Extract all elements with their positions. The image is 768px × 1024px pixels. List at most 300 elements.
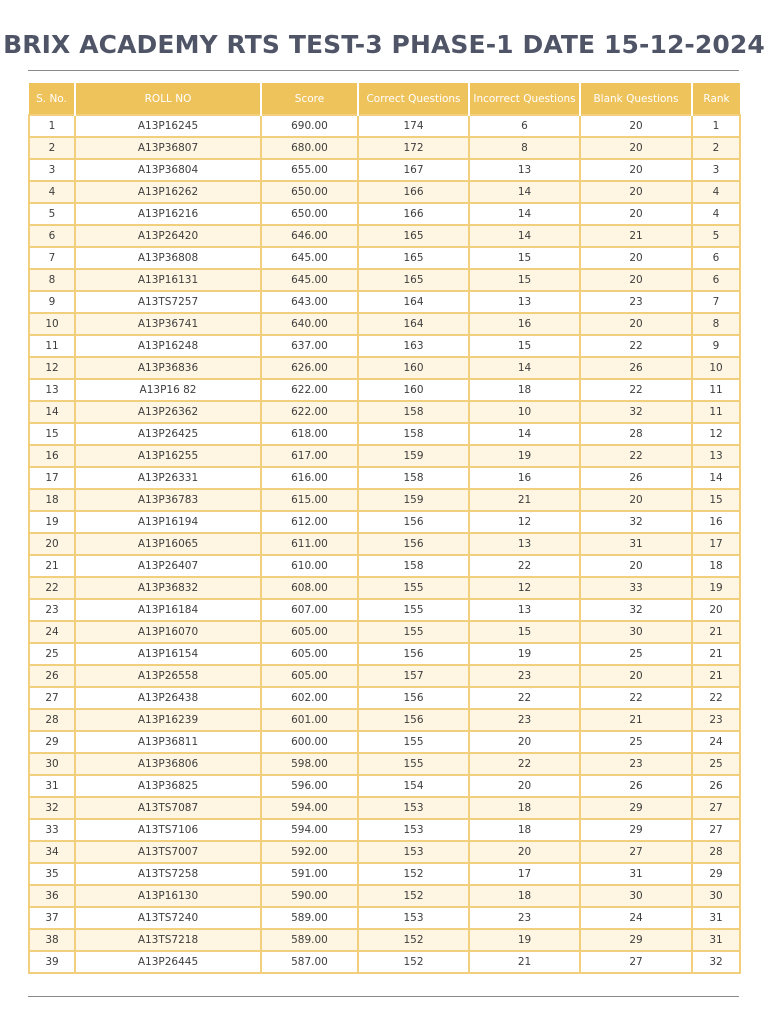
table-row xyxy=(29,467,740,489)
col-rank-cell: 5 xyxy=(692,225,740,247)
col-sno-cell: 3 xyxy=(29,159,75,181)
col-score-cell: 594.00 xyxy=(261,797,358,819)
col-rank-cell: 11 xyxy=(692,379,740,401)
table-row xyxy=(29,687,740,709)
table-row xyxy=(29,621,740,643)
col-incorrect-cell: 16 xyxy=(469,313,580,335)
table-row xyxy=(29,291,740,313)
col-blank-cell: 20 xyxy=(580,159,692,181)
col-sno-cell: 7 xyxy=(29,247,75,269)
col-blank-cell: 20 xyxy=(580,269,692,291)
col-blank-cell: 29 xyxy=(580,797,692,819)
col-rank-cell: 11 xyxy=(692,401,740,423)
table-row xyxy=(29,885,740,907)
col-rank-cell: 16 xyxy=(692,511,740,533)
col-roll-no-cell: A13TS7218 xyxy=(75,929,261,951)
col-incorrect-cell: 19 xyxy=(469,643,580,665)
col-rank-cell: 19 xyxy=(692,577,740,599)
col-rank-cell: 21 xyxy=(692,621,740,643)
col-blank-cell: 22 xyxy=(580,687,692,709)
col-incorrect-cell: 18 xyxy=(469,819,580,841)
col-roll-no-cell: A13P16184 xyxy=(75,599,261,621)
col-incorrect-cell: 12 xyxy=(469,511,580,533)
table-row xyxy=(29,533,740,555)
col-incorrect-cell: 8 xyxy=(469,137,580,159)
col-roll-no-cell: A13P36741 xyxy=(75,313,261,335)
col-rank-cell: 15 xyxy=(692,489,740,511)
col-correct-cell: 155 xyxy=(358,753,469,775)
col-score-cell: 592.00 xyxy=(261,841,358,863)
col-roll-no-cell: A13P26438 xyxy=(75,687,261,709)
col-correct-cell: 156 xyxy=(358,687,469,709)
col-incorrect-cell: 19 xyxy=(469,445,580,467)
col-incorrect-cell: 13 xyxy=(469,291,580,313)
col-incorrect-cell: 22 xyxy=(469,555,580,577)
col-roll-no-cell: A13P16248 xyxy=(75,335,261,357)
col-roll-no-cell: A13P26558 xyxy=(75,665,261,687)
col-score-cell: 690.00 xyxy=(261,115,358,137)
table-row xyxy=(29,511,740,533)
col-incorrect-cell: 23 xyxy=(469,709,580,731)
col-correct-cell: 165 xyxy=(358,269,469,291)
col-sno-cell: 38 xyxy=(29,929,75,951)
col-score-cell: 616.00 xyxy=(261,467,358,489)
col-rank-cell: 10 xyxy=(692,357,740,379)
results-table xyxy=(28,83,741,974)
table-row xyxy=(29,599,740,621)
col-incorrect-cell: 14 xyxy=(469,357,580,379)
title-divider xyxy=(28,70,739,71)
col-roll-no-cell: A13P16131 xyxy=(75,269,261,291)
col-correct-cell: 163 xyxy=(358,335,469,357)
table-row xyxy=(29,115,740,137)
col-correct-cell: 155 xyxy=(358,621,469,643)
table-row xyxy=(29,775,740,797)
col-roll-no-cell: A13P36808 xyxy=(75,247,261,269)
col-score-cell: 601.00 xyxy=(261,709,358,731)
col-score-cell: 646.00 xyxy=(261,225,358,247)
col-incorrect-cell: 22 xyxy=(469,753,580,775)
col-sno-cell: 35 xyxy=(29,863,75,885)
col-rank-cell: 13 xyxy=(692,445,740,467)
col-score-cell: 590.00 xyxy=(261,885,358,907)
col-rank-cell: 21 xyxy=(692,643,740,665)
col-score-cell: 617.00 xyxy=(261,445,358,467)
col-blank-cell: 20 xyxy=(580,203,692,225)
col-score-cell: 622.00 xyxy=(261,401,358,423)
col-blank-cell: 23 xyxy=(580,753,692,775)
col-incorrect-cell: 23 xyxy=(469,907,580,929)
col-score-cell: 610.00 xyxy=(261,555,358,577)
col-score-cell: 596.00 xyxy=(261,775,358,797)
col-blank-cell: 20 xyxy=(580,247,692,269)
table-row xyxy=(29,643,740,665)
col-roll-no-cell: A13P16262 xyxy=(75,181,261,203)
col-blank-cell: 26 xyxy=(580,467,692,489)
col-rank-cell: 12 xyxy=(692,423,740,445)
col-correct-cell: 159 xyxy=(358,489,469,511)
col-score-cell: 605.00 xyxy=(261,643,358,665)
col-score-cell: 612.00 xyxy=(261,511,358,533)
col-score-cell: 643.00 xyxy=(261,291,358,313)
col-correct-cell: 155 xyxy=(358,731,469,753)
col-roll-no-cell: A13TS7258 xyxy=(75,863,261,885)
col-score-cell: 650.00 xyxy=(261,203,358,225)
col-sno-cell: 17 xyxy=(29,467,75,489)
col-sno-cell: 21 xyxy=(29,555,75,577)
col-roll-no-cell: A13TS7106 xyxy=(75,819,261,841)
col-correct-cell: 174 xyxy=(358,115,469,137)
col-score-header: Score xyxy=(261,83,358,115)
col-incorrect-cell: 16 xyxy=(469,467,580,489)
col-roll-no-cell: A13P16 82 xyxy=(75,379,261,401)
col-roll-no-cell: A13P16154 xyxy=(75,643,261,665)
col-roll-no-cell: A13P36804 xyxy=(75,159,261,181)
table-row xyxy=(29,555,740,577)
col-score-cell: 618.00 xyxy=(261,423,358,445)
col-roll-no-cell: A13P36811 xyxy=(75,731,261,753)
col-roll-no-header: ROLL NO xyxy=(75,83,261,115)
col-incorrect-cell: 21 xyxy=(469,489,580,511)
col-sno-cell: 29 xyxy=(29,731,75,753)
col-rank-cell: 21 xyxy=(692,665,740,687)
col-incorrect-cell: 15 xyxy=(469,247,580,269)
col-sno-cell: 22 xyxy=(29,577,75,599)
col-blank-cell: 22 xyxy=(580,445,692,467)
col-sno-cell: 4 xyxy=(29,181,75,203)
col-blank-cell: 20 xyxy=(580,313,692,335)
col-incorrect-cell: 20 xyxy=(469,841,580,863)
col-rank-cell: 4 xyxy=(692,203,740,225)
col-rank-cell: 27 xyxy=(692,819,740,841)
col-incorrect-cell: 17 xyxy=(469,863,580,885)
col-blank-cell: 27 xyxy=(580,841,692,863)
col-roll-no-cell: A13P36806 xyxy=(75,753,261,775)
col-roll-no-cell: A13P16239 xyxy=(75,709,261,731)
col-sno-cell: 15 xyxy=(29,423,75,445)
table-row xyxy=(29,203,740,225)
col-rank-cell: 28 xyxy=(692,841,740,863)
col-roll-no-cell: A13P16065 xyxy=(75,533,261,555)
col-sno-cell: 23 xyxy=(29,599,75,621)
col-rank-cell: 22 xyxy=(692,687,740,709)
col-roll-no-cell: A13P36825 xyxy=(75,775,261,797)
col-rank-cell: 14 xyxy=(692,467,740,489)
col-incorrect-cell: 22 xyxy=(469,687,580,709)
col-blank-cell: 21 xyxy=(580,709,692,731)
col-blank-cell: 22 xyxy=(580,335,692,357)
col-score-cell: 650.00 xyxy=(261,181,358,203)
col-correct-cell: 152 xyxy=(358,929,469,951)
table-row xyxy=(29,665,740,687)
col-incorrect-cell: 19 xyxy=(469,929,580,951)
col-sno-cell: 24 xyxy=(29,621,75,643)
col-incorrect-cell: 14 xyxy=(469,225,580,247)
col-incorrect-cell: 15 xyxy=(469,269,580,291)
col-incorrect-cell: 15 xyxy=(469,335,580,357)
col-score-cell: 589.00 xyxy=(261,907,358,929)
col-rank-cell: 7 xyxy=(692,291,740,313)
col-sno-cell: 36 xyxy=(29,885,75,907)
col-rank-cell: 8 xyxy=(692,313,740,335)
col-score-cell: 589.00 xyxy=(261,929,358,951)
col-sno-cell: 37 xyxy=(29,907,75,929)
col-score-cell: 626.00 xyxy=(261,357,358,379)
table-row xyxy=(29,489,740,511)
col-sno-cell: 31 xyxy=(29,775,75,797)
table-row xyxy=(29,797,740,819)
col-blank-cell: 31 xyxy=(580,533,692,555)
col-blank-cell: 20 xyxy=(580,181,692,203)
col-incorrect-cell: 12 xyxy=(469,577,580,599)
col-roll-no-cell: A13TS7007 xyxy=(75,841,261,863)
col-blank-cell: 23 xyxy=(580,291,692,313)
col-roll-no-cell: A13TS7257 xyxy=(75,291,261,313)
col-roll-no-cell: A13P26331 xyxy=(75,467,261,489)
col-score-cell: 605.00 xyxy=(261,621,358,643)
col-correct-cell: 156 xyxy=(358,511,469,533)
col-incorrect-cell: 13 xyxy=(469,159,580,181)
col-rank-cell: 32 xyxy=(692,951,740,973)
col-sno-cell: 32 xyxy=(29,797,75,819)
col-rank-cell: 27 xyxy=(692,797,740,819)
col-blank-header: Blank Questions xyxy=(580,83,692,115)
col-rank-cell: 17 xyxy=(692,533,740,555)
col-sno-cell: 1 xyxy=(29,115,75,137)
col-sno-cell: 9 xyxy=(29,291,75,313)
col-sno-cell: 34 xyxy=(29,841,75,863)
col-roll-no-cell: A13P16255 xyxy=(75,445,261,467)
col-correct-header: Correct Questions xyxy=(358,83,469,115)
col-incorrect-cell: 15 xyxy=(469,621,580,643)
table-header xyxy=(29,83,740,115)
table-row xyxy=(29,313,740,335)
col-incorrect-cell: 14 xyxy=(469,181,580,203)
col-blank-cell: 24 xyxy=(580,907,692,929)
col-blank-cell: 20 xyxy=(580,555,692,577)
col-rank-cell: 23 xyxy=(692,709,740,731)
col-sno-cell: 5 xyxy=(29,203,75,225)
table-body xyxy=(29,115,740,973)
col-incorrect-cell: 6 xyxy=(469,115,580,137)
col-roll-no-cell: A13P36807 xyxy=(75,137,261,159)
col-blank-cell: 33 xyxy=(580,577,692,599)
col-roll-no-cell: A13P36836 xyxy=(75,357,261,379)
col-score-cell: 680.00 xyxy=(261,137,358,159)
table-row xyxy=(29,357,740,379)
footer-divider xyxy=(28,996,739,997)
col-sno-cell: 16 xyxy=(29,445,75,467)
col-rank-cell: 4 xyxy=(692,181,740,203)
col-score-cell: 605.00 xyxy=(261,665,358,687)
col-incorrect-cell: 21 xyxy=(469,951,580,973)
col-blank-cell: 25 xyxy=(580,731,692,753)
col-blank-cell: 32 xyxy=(580,401,692,423)
col-correct-cell: 164 xyxy=(358,291,469,313)
table-row xyxy=(29,709,740,731)
col-correct-cell: 155 xyxy=(358,599,469,621)
col-rank-cell: 18 xyxy=(692,555,740,577)
col-correct-cell: 157 xyxy=(358,665,469,687)
col-roll-no-cell: A13P16130 xyxy=(75,885,261,907)
col-rank-cell: 31 xyxy=(692,929,740,951)
table-row xyxy=(29,577,740,599)
col-correct-cell: 153 xyxy=(358,797,469,819)
col-blank-cell: 29 xyxy=(580,819,692,841)
col-correct-cell: 153 xyxy=(358,907,469,929)
col-blank-cell: 27 xyxy=(580,951,692,973)
col-correct-cell: 153 xyxy=(358,841,469,863)
col-blank-cell: 32 xyxy=(580,511,692,533)
col-score-cell: 637.00 xyxy=(261,335,358,357)
col-incorrect-cell: 14 xyxy=(469,423,580,445)
col-score-cell: 608.00 xyxy=(261,577,358,599)
col-incorrect-header: Incorrect Questions xyxy=(469,83,580,115)
col-rank-cell: 29 xyxy=(692,863,740,885)
col-rank-cell: 6 xyxy=(692,269,740,291)
col-sno-cell: 39 xyxy=(29,951,75,973)
col-correct-cell: 158 xyxy=(358,401,469,423)
col-correct-cell: 156 xyxy=(358,533,469,555)
col-sno-cell: 20 xyxy=(29,533,75,555)
col-roll-no-cell: A13P26420 xyxy=(75,225,261,247)
col-score-cell: 640.00 xyxy=(261,313,358,335)
col-rank-cell: 31 xyxy=(692,907,740,929)
col-correct-cell: 156 xyxy=(358,709,469,731)
col-blank-cell: 30 xyxy=(580,621,692,643)
col-sno-cell: 8 xyxy=(29,269,75,291)
col-correct-cell: 158 xyxy=(358,467,469,489)
col-correct-cell: 159 xyxy=(358,445,469,467)
col-correct-cell: 152 xyxy=(358,951,469,973)
col-correct-cell: 158 xyxy=(358,555,469,577)
col-score-cell: 598.00 xyxy=(261,753,358,775)
col-roll-no-cell: A13TS7240 xyxy=(75,907,261,929)
col-incorrect-cell: 18 xyxy=(469,797,580,819)
col-roll-no-cell: A13P16216 xyxy=(75,203,261,225)
table-row xyxy=(29,159,740,181)
col-rank-cell: 2 xyxy=(692,137,740,159)
col-sno-cell: 33 xyxy=(29,819,75,841)
table-row xyxy=(29,247,740,269)
table-row xyxy=(29,863,740,885)
col-correct-cell: 153 xyxy=(358,819,469,841)
col-correct-cell: 160 xyxy=(358,357,469,379)
col-incorrect-cell: 18 xyxy=(469,885,580,907)
col-sno-cell: 27 xyxy=(29,687,75,709)
col-blank-cell: 20 xyxy=(580,489,692,511)
col-score-cell: 645.00 xyxy=(261,269,358,291)
col-correct-cell: 152 xyxy=(358,885,469,907)
col-incorrect-cell: 14 xyxy=(469,203,580,225)
col-sno-cell: 30 xyxy=(29,753,75,775)
col-score-cell: 645.00 xyxy=(261,247,358,269)
col-score-cell: 594.00 xyxy=(261,819,358,841)
col-rank-header: Rank xyxy=(692,83,740,115)
col-sno-cell: 6 xyxy=(29,225,75,247)
table-row xyxy=(29,929,740,951)
col-sno-cell: 26 xyxy=(29,665,75,687)
col-roll-no-cell: A13P26425 xyxy=(75,423,261,445)
col-correct-cell: 172 xyxy=(358,137,469,159)
col-sno-cell: 19 xyxy=(29,511,75,533)
table-row xyxy=(29,401,740,423)
col-roll-no-cell: A13TS7087 xyxy=(75,797,261,819)
col-score-cell: 591.00 xyxy=(261,863,358,885)
col-roll-no-cell: A13P36832 xyxy=(75,577,261,599)
col-incorrect-cell: 23 xyxy=(469,665,580,687)
table-row xyxy=(29,907,740,929)
table-row xyxy=(29,731,740,753)
col-blank-cell: 26 xyxy=(580,357,692,379)
col-sno-cell: 25 xyxy=(29,643,75,665)
col-correct-cell: 166 xyxy=(358,203,469,225)
col-score-cell: 607.00 xyxy=(261,599,358,621)
table-row xyxy=(29,841,740,863)
col-incorrect-cell: 10 xyxy=(469,401,580,423)
table-row xyxy=(29,181,740,203)
col-sno-cell: 18 xyxy=(29,489,75,511)
table-row xyxy=(29,225,740,247)
col-correct-cell: 158 xyxy=(358,423,469,445)
col-correct-cell: 160 xyxy=(358,379,469,401)
col-correct-cell: 165 xyxy=(358,225,469,247)
col-correct-cell: 165 xyxy=(358,247,469,269)
col-blank-cell: 30 xyxy=(580,885,692,907)
col-rank-cell: 9 xyxy=(692,335,740,357)
col-blank-cell: 22 xyxy=(580,379,692,401)
col-correct-cell: 167 xyxy=(358,159,469,181)
col-sno-header: S. No. xyxy=(29,83,75,115)
col-sno-cell: 11 xyxy=(29,335,75,357)
col-rank-cell: 30 xyxy=(692,885,740,907)
table-row xyxy=(29,335,740,357)
table-row xyxy=(29,753,740,775)
col-blank-cell: 26 xyxy=(580,775,692,797)
col-correct-cell: 156 xyxy=(358,643,469,665)
col-incorrect-cell: 13 xyxy=(469,599,580,621)
col-score-cell: 615.00 xyxy=(261,489,358,511)
col-correct-cell: 155 xyxy=(358,577,469,599)
col-rank-cell: 1 xyxy=(692,115,740,137)
col-rank-cell: 26 xyxy=(692,775,740,797)
col-score-cell: 622.00 xyxy=(261,379,358,401)
col-incorrect-cell: 13 xyxy=(469,533,580,555)
col-sno-cell: 12 xyxy=(29,357,75,379)
col-blank-cell: 20 xyxy=(580,665,692,687)
col-score-cell: 600.00 xyxy=(261,731,358,753)
col-blank-cell: 25 xyxy=(580,643,692,665)
col-roll-no-cell: A13P26445 xyxy=(75,951,261,973)
col-rank-cell: 25 xyxy=(692,753,740,775)
col-correct-cell: 154 xyxy=(358,775,469,797)
col-correct-cell: 166 xyxy=(358,181,469,203)
col-sno-cell: 14 xyxy=(29,401,75,423)
col-correct-cell: 164 xyxy=(358,313,469,335)
col-rank-cell: 6 xyxy=(692,247,740,269)
table-row xyxy=(29,819,740,841)
col-roll-no-cell: A13P16245 xyxy=(75,115,261,137)
col-roll-no-cell: A13P26407 xyxy=(75,555,261,577)
col-rank-cell: 20 xyxy=(692,599,740,621)
header-row xyxy=(29,83,740,115)
col-blank-cell: 31 xyxy=(580,863,692,885)
table-row xyxy=(29,269,740,291)
col-roll-no-cell: A13P16194 xyxy=(75,511,261,533)
col-sno-cell: 10 xyxy=(29,313,75,335)
col-score-cell: 602.00 xyxy=(261,687,358,709)
table-row xyxy=(29,445,740,467)
